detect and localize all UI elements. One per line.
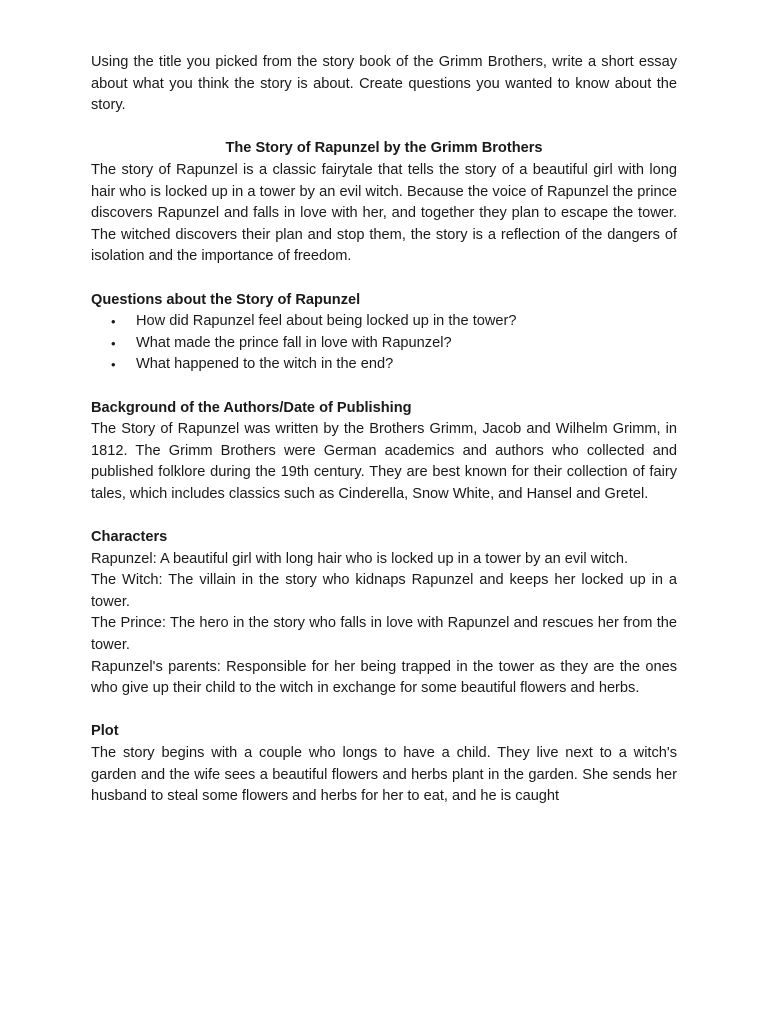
background-heading: Background of the Authors/Date of Publishing: [91, 399, 412, 416]
summary-paragraph: The story of Rapunzel is a classic fairytale that tells the story of a beautiful girl with long hair who is locked up in a tower by an evil witch. Because the voice of Rapunzel the prince discovers Rapunzel and falls in love with her, and together they plan to escape the tower. The witched discovers their plan and stop them, the story is a reflection of the dangers of isolation and the importance of freedom.: [91, 161, 677, 265]
question-text: What happened to the witch in the end?: [136, 356, 394, 373]
question-text: What made the prince fall in love with Rapunzel?: [136, 334, 452, 351]
plot-paragraph: The story begins with a couple who longs to have a child. They live next to a witch's garden and the wife sees a beautiful flowers and herbs plant in the garden. She sends her husband to steal some flowers and herbs for her to eat, and he is caught: [91, 745, 677, 805]
character-entry: Rapunzel's parents: Responsible for her being trapped in the tower as they are the ones who give up their child to the witch in exchange for some beautiful flowers and herbs.: [91, 658, 677, 697]
questions-heading: Questions about the Story of Rapunzel: [91, 291, 361, 308]
background-paragraph: The Story of Rapunzel was written by the Brothers Grimm, Jacob and Wilhelm Grimm, in 1812. The Grimm Brothers were German academics and authors who collected and published folklore during the 19th century. They are best known for their collection of fairy tales, which includes classics such as Cinderella, Snow White, and Hansel and Gretel.: [91, 421, 677, 502]
question-text: How did Rapunzel feel about being locked up in the tower?: [136, 313, 517, 330]
character-entry: The Witch: The villain in the story who kidnaps Rapunzel and keeps her locked up in a tower.: [91, 572, 677, 610]
list-item: [91, 354, 677, 376]
characters-heading: Characters: [91, 529, 168, 546]
character-entry: Rapunzel: A beautiful girl with long hair who is locked up in a tower by an evil witch.: [91, 550, 629, 567]
character-entry: The Prince: The hero in the story who falls in love with Rapunzel and rescues her from the tower.: [91, 615, 677, 654]
list-item: [91, 333, 677, 355]
plot-heading: Plot: [91, 723, 119, 740]
document-page: [91, 52, 677, 808]
bullet-icon: •: [111, 357, 116, 373]
bullet-icon: •: [111, 314, 116, 330]
bullet-icon: •: [111, 335, 116, 351]
essay-title: The Story of Rapunzel by the Grimm Brothers: [225, 140, 543, 157]
questions-list: [91, 311, 677, 376]
list-item: [91, 311, 677, 333]
intro-paragraph: Using the title you picked from the story book of the Grimm Brothers, write a short essay about what you think the story is about. Create questions you wanted to know about the story.: [91, 54, 677, 114]
